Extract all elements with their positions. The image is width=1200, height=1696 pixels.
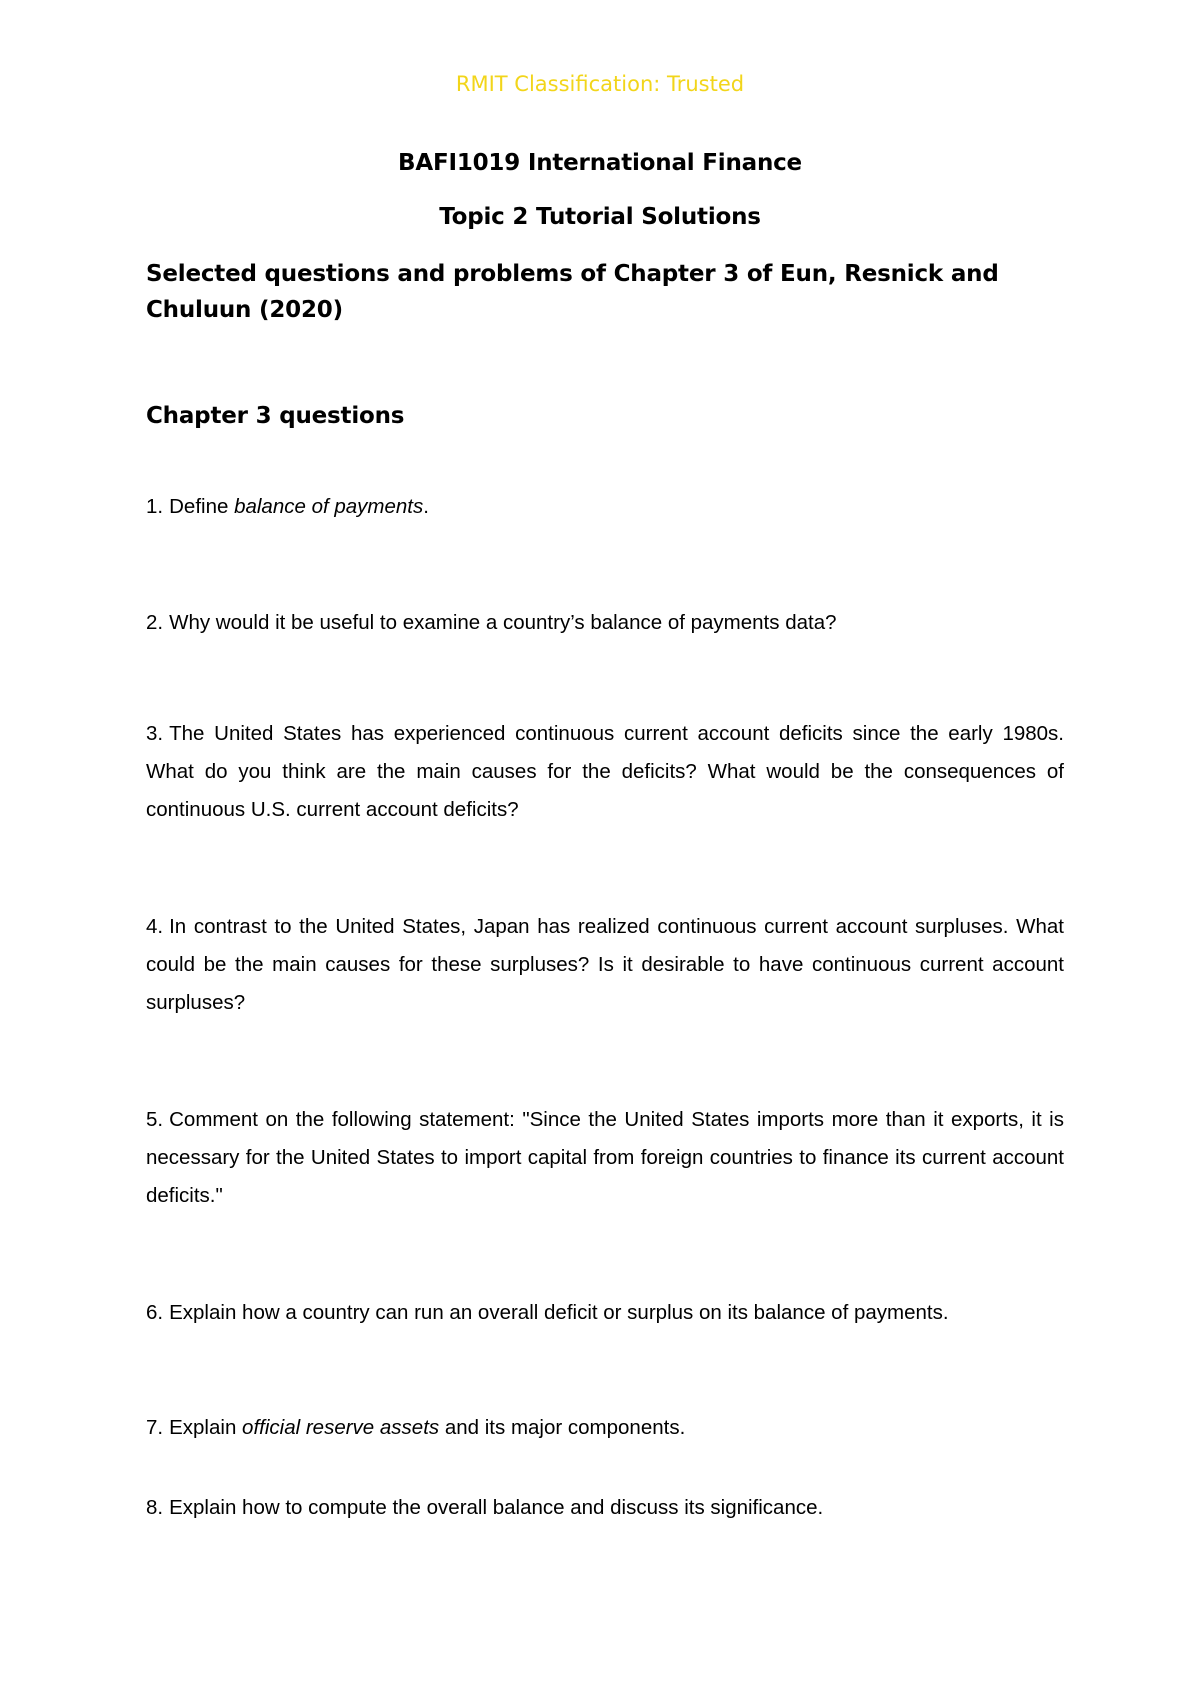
topic-title: Topic 2 Tutorial Solutions — [439, 204, 761, 230]
question-number: 2. — [146, 611, 164, 634]
question-number: 5. — [146, 1108, 164, 1131]
section-heading: Chapter 3 questions — [146, 403, 405, 429]
question-number: 7. — [146, 1416, 164, 1439]
question-text: The United States has experienced continuous current account deficits since the early 1980s. What do you think are the main causes for the deficits? What would be the consequences of continuous U.S. current account deficits? — [146, 722, 1064, 821]
classification-label: RMIT Classification: Trusted — [455, 72, 745, 96]
question-text: and its major components. — [439, 1416, 686, 1439]
question-emphasis: balance of payments — [234, 495, 424, 518]
question-text: Define — [169, 495, 235, 518]
question-text: Explain how to compute the overall balance and discuss its significance. — [169, 1496, 824, 1519]
question-4 — [146, 908, 1064, 1022]
question-text: Comment on the following statement: "Since the United States imports more than it exports, it is necessary for the United States to import capital from foreign countries to finance its current account deficits." — [146, 1108, 1064, 1207]
question-8 — [146, 1489, 1064, 1527]
question-text: Explain how a country can run an overall deficit or surplus on its balance of payments. — [169, 1301, 949, 1324]
question-text: Explain — [169, 1416, 243, 1439]
selected-questions-heading: Selected questions and problems of Chapter 3 of Eun, Resnick and Chuluun (2020) — [146, 261, 999, 323]
course-title: BAFI1019 International Finance — [398, 150, 802, 176]
question-5 — [146, 1101, 1064, 1215]
question-number: 6. — [146, 1301, 164, 1324]
question-number: 3. — [146, 722, 164, 745]
question-text: . — [423, 495, 429, 518]
question-emphasis: official reserve assets — [242, 1416, 440, 1439]
question-3 — [146, 715, 1064, 829]
question-1 — [146, 488, 1064, 526]
question-number: 1. — [146, 495, 164, 518]
question-number: 8. — [146, 1496, 164, 1519]
question-2 — [146, 604, 1064, 642]
question-text: Why would it be useful to examine a country’s balance of payments data? — [169, 611, 837, 634]
question-7 — [146, 1409, 1064, 1447]
question-text: In contrast to the United States, Japan has realized continuous current account surpluses. What could be the main causes for these surpluses? Is it desirable to have continuous current account surpluses? — [146, 915, 1064, 1014]
question-number: 4. — [146, 915, 164, 938]
question-6 — [146, 1294, 1064, 1332]
